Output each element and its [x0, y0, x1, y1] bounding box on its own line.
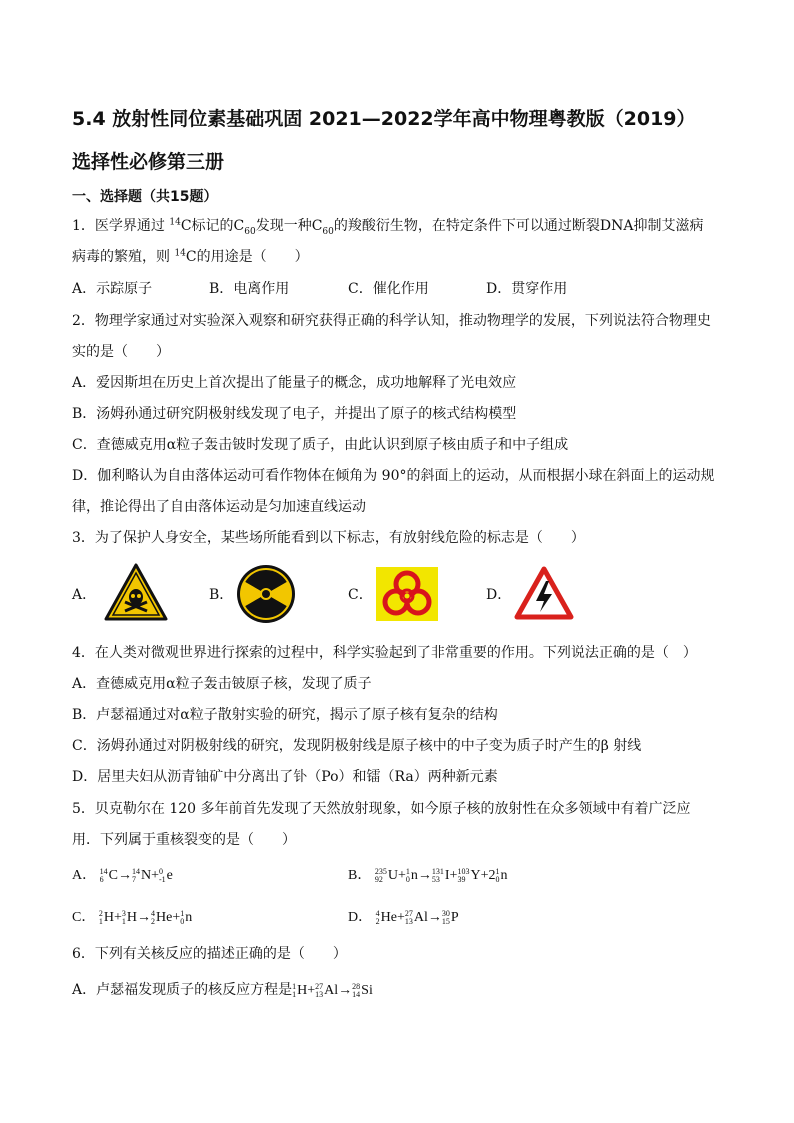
symbol: n — [410, 868, 418, 883]
q4-option-d: D．居里夫妇从沥青铀矿中分离出了钋（Po）和镭（Ra）两种新元素 — [72, 769, 498, 785]
symbol: I — [444, 868, 450, 883]
plus: + — [480, 868, 489, 883]
q1-option-b: B．电离作用 — [209, 281, 290, 297]
title-line-2: 选择性必修第三册 — [72, 151, 225, 173]
plus: + — [307, 983, 316, 998]
isotope: 1 1 — [292, 981, 297, 999]
q1-text-f: C的用途是（ ） — [185, 249, 309, 265]
arrow: → — [338, 983, 353, 998]
isotope: 4 2 — [151, 908, 155, 926]
q4-option-c: C．汤姆孙通过对阴极射线的研究，发现阴极射线是原子核中的中子变为质子时产生的β 射线 — [72, 738, 642, 754]
symbol: He — [380, 910, 397, 925]
isotope: 1 0 — [405, 866, 410, 884]
q1-text-c: 发现一种C — [255, 218, 323, 234]
arrow: → — [427, 910, 442, 925]
q3-label-a: A． — [72, 587, 97, 603]
q1-text-b: C标记的C — [180, 218, 245, 234]
isotope: 1 0 — [495, 866, 500, 884]
plus: + — [449, 868, 458, 883]
plus: + — [397, 868, 406, 883]
q3-label-c: C． — [348, 587, 373, 603]
q1-option-d: D．贯穿作用 — [486, 281, 568, 297]
label: C． — [72, 910, 96, 925]
sup-14: 14 — [174, 248, 186, 259]
q1-option-a: A．示踪原子 — [72, 281, 153, 297]
q3-label-b: B． — [209, 587, 234, 603]
q3-line: 3．为了保护人身安全，某些场所能看到以下标志，有放射线危险的标志是（ ） — [72, 530, 585, 546]
sup-14: 14 — [169, 217, 181, 228]
q4-option-b: B．卢瑟福通过对α粒子散射实验的研究，揭示了原子核有复杂的结构 — [72, 707, 498, 723]
q2-option-a: A．爱因斯坦在历史上首次提出了能量子的概念，成功地解释了光电效应 — [72, 375, 517, 391]
electric-danger-icon — [514, 566, 574, 620]
symbol: C — [108, 868, 118, 883]
q4-option-a: A．查德威克用α粒子轰击铍原子核，发现了质子 — [72, 676, 372, 692]
isotope: 131 53 — [431, 866, 444, 884]
label: A． — [72, 868, 97, 883]
isotope: 27 13 — [404, 908, 413, 926]
q5-line-1: 5．贝克勒尔在 120 多年前首先发现了天然放射现象，如今原子核的放射性在众多领域中有着广泛应 — [72, 801, 691, 817]
sub-60: 60 — [322, 226, 334, 237]
q6-line: 6．下列有关核反应的描述正确的是（ ） — [72, 946, 347, 962]
symbol: e — [166, 868, 173, 883]
isotope: 235 92 — [374, 866, 387, 884]
isotope: 30 15 — [441, 908, 450, 926]
symbol: H — [297, 983, 308, 998]
coefficient: 2 — [488, 868, 496, 883]
plus: + — [113, 910, 122, 925]
q2-option-d-line-1: D．伽利略认为自由落体运动可看作物体在倾角为 90°的斜面上的运动，从而根据小球在斜面上的运动规 — [72, 468, 715, 484]
isotope: 103 39 — [457, 866, 470, 884]
isotope: 14 7 — [131, 866, 140, 884]
q1-line-1 — [72, 216, 703, 236]
q1-line-2 — [72, 247, 309, 267]
symbol: H — [103, 910, 114, 925]
q1-text-d: 的羧酸衍生物，在特定条件下可以通过断裂DNA抑制艾滋病 — [333, 218, 704, 234]
symbol: N — [140, 868, 152, 883]
plus: + — [151, 868, 159, 883]
plus: + — [396, 910, 405, 925]
q6-option-a-text: A．卢瑟福发现质子的核反应方程是 — [72, 982, 293, 998]
q5-option-d — [348, 908, 459, 928]
symbol: n — [500, 868, 508, 883]
q1-text-a: 1．医学界通过 — [72, 218, 170, 234]
isotope: 0 -1 — [159, 866, 166, 884]
arrow: → — [137, 910, 151, 925]
label: D． — [348, 910, 373, 925]
q2-line-1: 2．物理学家通过对实验深入观察和研究获得正确的科学认知，推动物理学的发展，下列说法符合物理史 — [72, 313, 711, 329]
symbol: n — [185, 910, 193, 925]
section-heading: 一、选择题（共15题） — [72, 189, 218, 205]
q5-option-c — [72, 908, 192, 928]
symbol: Al — [413, 910, 428, 925]
title-line-1: 5.4 放射性同位素基础巩固 2021—2022学年高中物理粤教版（2019） — [72, 108, 696, 130]
biohazard-icon — [376, 567, 438, 621]
q1-text-e: 病毒的繁殖，则 — [72, 249, 175, 265]
symbol: Si — [361, 983, 373, 998]
q6-option-a — [72, 980, 373, 1001]
isotope: 4 2 — [375, 908, 380, 926]
symbol: U — [387, 868, 398, 883]
arrow: → — [117, 868, 132, 883]
q5-line-2: 用．下列属于重核裂变的是（ ） — [72, 832, 296, 848]
isotope: 27 13 — [315, 981, 324, 999]
q2-option-d-line-2: 律，推论得出了自由落体运动是匀加速直线运动 — [72, 499, 366, 515]
sub-60: 60 — [244, 226, 256, 237]
isotope: 28 14 — [352, 981, 361, 999]
isotope: 14 6 — [99, 866, 108, 884]
q3-label-d: D． — [486, 587, 512, 603]
isotope: 3 1 — [121, 908, 126, 926]
symbol: Y — [470, 868, 481, 883]
symbol: He — [156, 910, 173, 925]
q5-option-a — [72, 866, 173, 886]
symbol: P — [450, 910, 459, 925]
q4-line: 4．在人类对微观世界进行探索的过程中，科学实验起到了非常重要的作用。下列说法正确的是（ ） — [72, 645, 697, 661]
symbol: H — [126, 910, 137, 925]
toxic-warning-icon — [104, 563, 168, 621]
q1-option-c: C．催化作用 — [348, 281, 429, 297]
q2-option-c: C．查德威克用α粒子轰击铍时发现了质子，由此认识到原子核由质子和中子组成 — [72, 437, 569, 453]
label: B． — [348, 868, 372, 883]
q5-option-b — [348, 866, 507, 886]
symbol: Al — [324, 983, 339, 998]
q2-option-b: B．汤姆孙通过研究阴极射线发现了电子，并提出了原子的核式结构模型 — [72, 406, 517, 422]
isotope: 1 0 — [180, 908, 185, 926]
plus: + — [172, 910, 181, 925]
radiation-icon — [236, 564, 296, 624]
arrow: → — [417, 868, 432, 883]
q2-line-2: 实的是（ ） — [72, 344, 170, 360]
isotope: 2 1 — [98, 908, 103, 926]
